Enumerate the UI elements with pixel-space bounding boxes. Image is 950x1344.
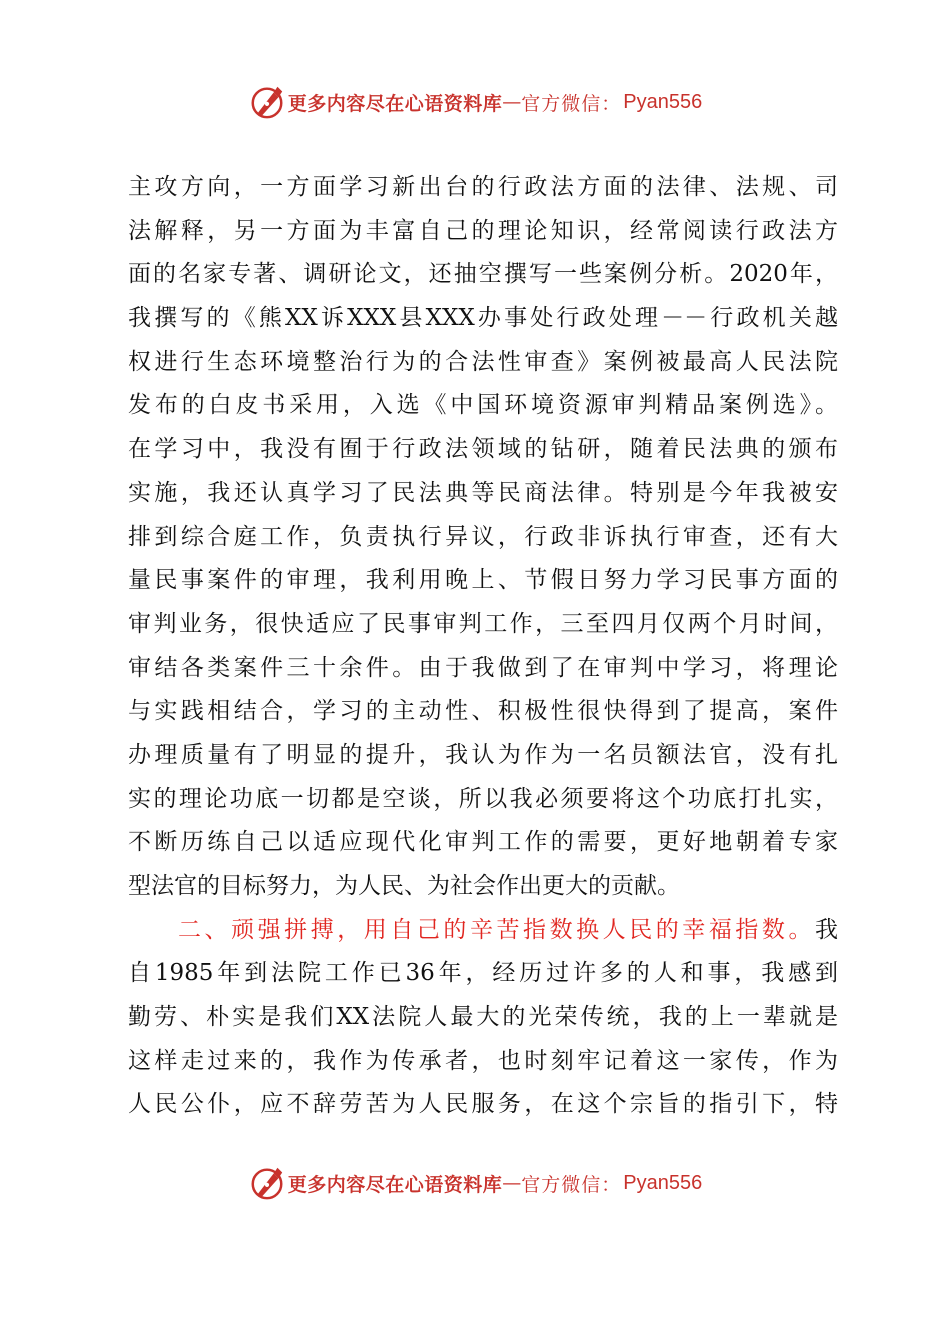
body-line: 与实践相结合，学习的主动性、积极性很快得到了提高，案件 (128, 698, 838, 725)
pen-nib-logo-icon (248, 83, 286, 121)
section-heading-tail: 我 (815, 916, 838, 943)
body-line: 法解释，另一方面为丰富自己的理论知识，经常阅读行政法方 (128, 217, 838, 244)
banner-site-text: 更多内容尽在心语资料库 (287, 1173, 503, 1196)
body-line: 自1985年到法院工作已36年，经历过许多的人和事，我感到 (128, 960, 838, 987)
banner-dash: — (502, 91, 522, 113)
body-line: 权进行生态环境整治行为的合法性审查》案例被最高人民法院 (128, 348, 838, 375)
body-line: 在学习中，我没有囿于行政法领域的钻研，随着民法典的颁布 (128, 436, 838, 463)
body-line: 勤劳、朴实是我们XX法院人最大的光荣传统，我的上一辈就是 (128, 1004, 838, 1031)
banner-dash: — (502, 1172, 522, 1194)
body-line: 审结各类案件三十余件。由于我做到了在审判中学习，将理论 (128, 654, 838, 681)
banner-wechat-label: 官方微信： (521, 1173, 622, 1196)
banner-wechat-id: Pyan556 (623, 90, 703, 113)
section-heading: 二、顽强拼搏，用自己的辛苦指数换人民的幸福指数。 (178, 916, 815, 943)
body-line: 人民公仆，应不辞劳苦为人民服务，在这个宗旨的指引下，特 (128, 1091, 838, 1118)
banner-wechat-id: Pyan556 (623, 1171, 703, 1194)
body-line: 不断历练自己以适应现代化审判工作的需要，更好地朝着专家 (128, 829, 838, 856)
body-line: 发布的白皮书采用，入选《中国环境资源审判精品案例选》。 (128, 392, 838, 419)
body-line: 量民事案件的审理，我利用晚上、节假日努力学习民事方面的 (128, 567, 838, 594)
pen-nib-logo-icon (248, 1164, 286, 1202)
body-line: 面的名家专著、调研论文，还抽空撰写一些案例分析。2020年， (128, 261, 838, 288)
footer-banner (0, 1161, 950, 1205)
banner-site-text: 更多内容尽在心语资料库 (287, 92, 503, 115)
banner-wechat-label: 官方微信： (521, 92, 622, 115)
body-line: 排到综合庭工作，负责执行异议，行政非诉执行审查，还有大 (128, 523, 838, 550)
body-line: 实施，我还认真学习了民法典等民商法律。特别是今年我被安 (128, 479, 838, 506)
body-line: 审判业务，很快适应了民事审判工作，三至四月仅两个月时间， (128, 610, 838, 637)
body-line: 主攻方向，一方面学习新出台的行政法方面的法律、法规、司 (128, 174, 838, 200)
document-body (128, 166, 838, 1127)
body-line: 实的理论功底一切都是空谈，所以我必须要将这个功底打扎实， (128, 785, 838, 812)
body-line: 我撰写的《熊XX诉XXX县XXX办事处行政处理－－行政机关越 (128, 305, 838, 332)
body-line: 型法官的目标努力，为人民、为社会作出更大的贡献。 (128, 873, 680, 899)
section-heading-line (128, 909, 838, 953)
header-banner (0, 80, 950, 124)
body-line: 这样走过来的，我作为传承者，也时刻牢记着这一家传，作为 (128, 1047, 838, 1074)
body-line: 办理质量有了明显的提升，我认为作为一名员额法官，没有扎 (128, 741, 838, 768)
